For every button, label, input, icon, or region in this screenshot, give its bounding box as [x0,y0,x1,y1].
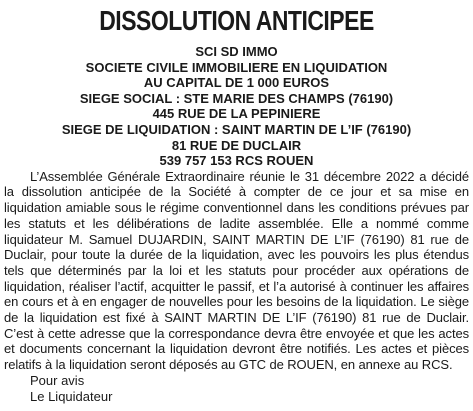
registered-office-address: 445 RUE DE LA PEPINIERE [152,106,321,122]
notice-title: DISSOLUTION ANTICIPEE [99,5,374,36]
rcs-number: 539 757 153 RCS ROUEN [159,153,314,169]
company-header [4,44,469,169]
company-capital: AU CAPITAL DE 1 000 EUROS [143,75,330,91]
registered-office: SIEGE SOCIAL : STE MARIE DES CHAMPS (76190) [79,90,394,106]
company-form: SOCIETE CIVILE IMMOBILIERE EN LIQUIDATION [85,59,388,75]
closing-signatory: Le Liquidateur [30,388,113,404]
liquidation-office-address: 81 RUE DE DUCLAIR [171,137,302,153]
company-name: SCI SD IMMO [195,44,278,59]
notice-body: L’Assemblée Générale Extraordinaire réunie le 31 décembre 2022 a décidé la dissolution anticipée de la Société à compter de ce jour et sa mise en liquidation amiable sous le régime conventionnel dans les conditions prévues par les statuts et les délibérations de ladite assemblée. Elle a nommé comme liquidateur M. Samuel DUJARDIN, SAINT MARTIN DE L’IF (76190) 81 rue de Duclair, pour toute la durée de la liquidation, avec les pouvoirs les plus étendus tels que déterminés par la loi et les statuts pour procéder aux opérations de liquidation, réaliser l’actif, acquitter le passif, et l’a autorisé à continuer les affaires en cours et à en engager de nouvelles pour les besoins de la liquidation. Le siège de la liquidation est fixé à SAINT MARTIN DE L’IF (76190) 81 rue de Duclair. C’est à cette adresse que la correspondance devra être envoyée et que les actes et documents concernant la liquidation devront être notifiés. Les actes et pièces relatifs à la liquidation seront déposés au GTC de ROUEN, en annexe au RCS. [4,168,469,373]
closing-for-notice: Pour avis [30,372,85,388]
liquidation-office: SIEGE DE LIQUIDATION : SAINT MARTIN DE L’IF (76190) [61,121,412,137]
